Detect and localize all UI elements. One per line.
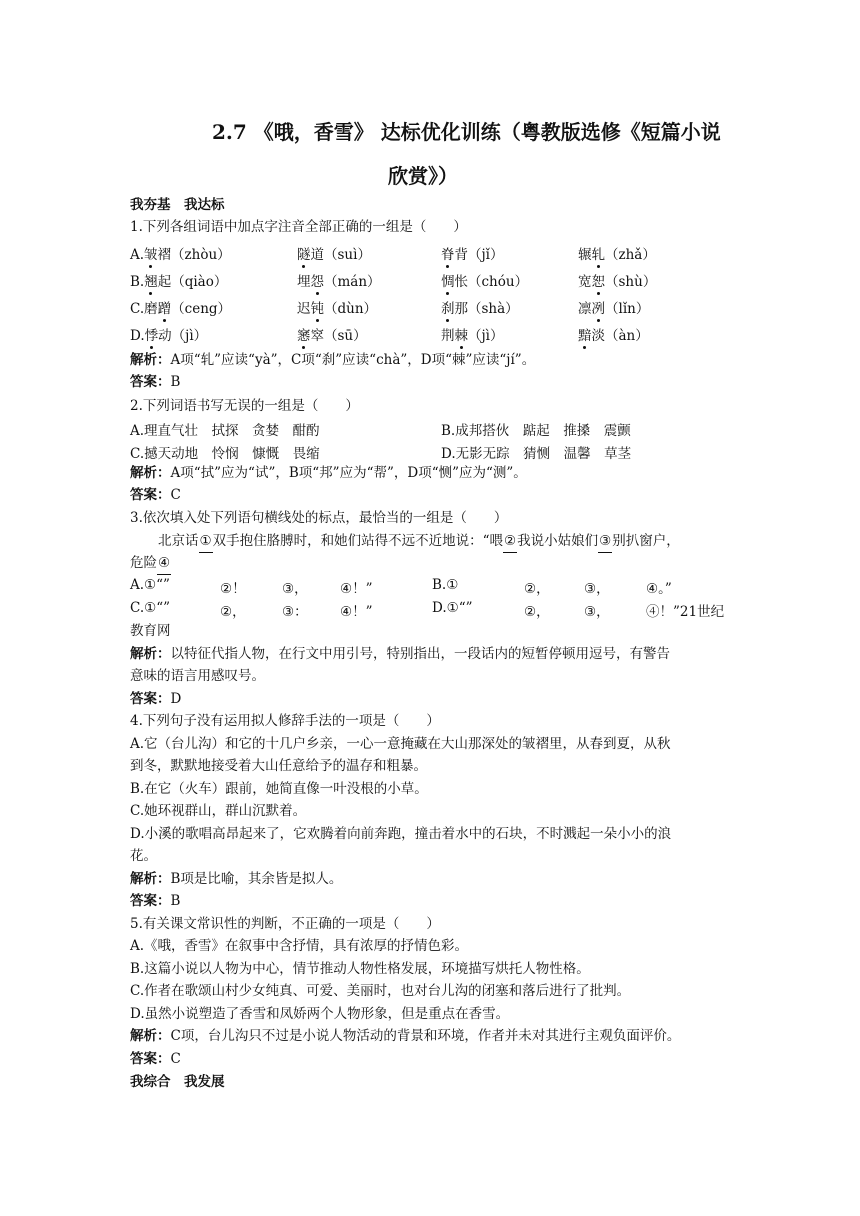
q1-c-item2: 迟钝（dùn） — [297, 301, 378, 317]
q1-b-item4: 宽恕（shù） — [578, 274, 657, 290]
q1-d-item4: 黯淡（àn） — [578, 328, 649, 344]
q3-analysis-line1: 解析：以特征代指人物，在行文中用引号，特别指出，一段话内的短暂停顿用逗号，有警告 — [130, 646, 670, 662]
q4-option-c: C.她环视群山，群山沉默着。 — [130, 803, 307, 819]
q1-b-item3: 惆怅（chóu） — [441, 274, 529, 290]
q3-passage-line1: 北京话①双手抱住胳膊时，和她们站得不远不近地说：“喂②我说小姑娘们③别扒窗户， — [158, 530, 680, 553]
q3-option-tail: 教育网 — [130, 623, 171, 639]
q1-c-item4: 凛冽（lǐn） — [578, 301, 650, 317]
q2-answer: 答案：C — [130, 487, 181, 503]
section-heading-develop: 我综合 我发展 — [130, 1074, 225, 1090]
q1-analysis: 解析：A项“轧”应读“yà”，C项“刹”应读“chà”，D项“棘”应读“jí”。 — [130, 352, 536, 368]
q2-option-b: B.成邦搭伙 踮起 推搡 震颤 — [441, 423, 631, 439]
q1-b-item1: B.翘起（qiào） — [130, 274, 228, 290]
q1-d-item1: D.悸动（jì） — [130, 328, 208, 344]
q3-analysis-line2: 意味的语言用感叹号。 — [130, 668, 265, 684]
section-heading-basic: 我夯基 我达标 — [130, 197, 225, 213]
q1-d-item3: 荆棘（jì） — [441, 328, 504, 344]
q1-a-item4: 辗轧（zhǎ） — [578, 247, 656, 263]
q1-stem: 1.下列各组词语中加点字注音全部正确的一组是（ ） — [130, 219, 467, 235]
q4-option-a-line2: 到冬，默默地接受着大山任意给予的温存和粗暴。 — [130, 758, 427, 774]
q4-option-d-line2: 花。 — [130, 848, 157, 864]
q4-option-d-line1: D.小溪的歌唱高昂起来了，它欢腾着向前奔跑，撞击着水中的石块，不时溅起一朵小小的浪 — [130, 826, 672, 842]
document-page: 2.7 《哦，香雪》 达标优化训练（粤教版选修《短篇小说 欣赏》） 我夯基 我达标 1.下列各组词语中加点字注音全部正确的一组是（ ） A.皱褶（zhòu） 隧道（suì） 脊背（jǐ） 辗轧（zhǎ） B.翘起（qiào） 埋怨（mán） 惆怅（chóu） 宽恕（shù） C.磨蹭（ceng） 迟钝（dùn） 刹那（shà） 凛冽（lǐn） D.悸动（jì） 窸窣（sū） 荆棘（jì） 黯淡（àn） 解析：A项“轧”应读“yà”，C项“刹”应读“chà”，D项“棘”应读“jí”。 答案：B 2.下列词语书写无误的一组是（ ） A.理直气壮 拭探 贪婪 酣酌 B.成邦搭伙 踮起 推搡 震颤 C.撼天动地 怜悯 慷慨 畏缩 D.无影无踪 猜恻 温馨 草茎 解析：A项“拭”应为“试”，B项“邦”应为“帮”，D项“恻”应为“测”。 答案：C 3.依次填入处下列语句横线处的标点，最恰当的一组是（ ） 北京话①双手抱住胳膊时，和她们站得不远不近地说：“喂②我说小姑娘们③别扒窗户， 危险④ A.①“” ②！ ③， ④！” B.① ②， ③， ④。” C.①“” ②， ③： ④！” D.①“” ②， ③， ④！”21世纪 教育网 解析：以特征代指人物，在行文中用引号，特别指出，一段话内的短暂停顿用逗号，有警告 意味的语言用感叹号。 答案：D 4.下列句子没有运用拟人修辞手法的一项是（ ） A.它（台儿沟）和它的十几户乡亲，一心一意掩藏在大山那深处的皱褶里，从春到夏，从秋 到冬，默默地接受着大山任意给予的温存和粗暴。 B.在它（火车）跟前，她简直像一叶没根的小草。 C.她环视群山，群山沉默着。 D.小溪的歌唱高昂起来了，它欢腾着向前奔跑，撞击着水中的石块，不时溅起一朵小小的浪 花。 解析：B项是比喻，其余皆是拟人。 答案：B 5.有关课文常识性的判断，不正确的一项是（ ） A.《哦，香雪》在叙事中含抒情，具有浓厚的抒情色彩。 B.这篇小说以人物为中心，情节推动人物性格发展，环境描写烘托人物性格。 C.作者在歌颂山村少女纯真、可爱、美丽时，也对台儿沟的闭塞和落后进行了批判。 D.虽然小说塑造了香雪和凤娇两个人物形象，但是重点在香雪。 解析：C项，台儿沟只不过是小说人物活动的背景和环境，作者并未对其进行主观负面评价。 答案：C 我综合 我发展 — [0, 0, 860, 1216]
q5-option-a: A.《哦，香雪》在叙事中含抒情，具有浓厚的抒情色彩。 — [130, 938, 469, 954]
q4-stem: 4.下列句子没有运用拟人修辞手法的一项是（ ） — [130, 713, 440, 729]
q2-analysis: 解析：A项“拭”应为“试”，B项“邦”应为“帮”，D项“恻”应为“测”。 — [130, 465, 527, 481]
q4-option-a-line1: A.它（台儿沟）和它的十几户乡亲，一心一意掩藏在大山那深处的皱褶里，从春到夏，从秋 — [130, 736, 671, 752]
q3-answer: 答案：D — [130, 691, 182, 707]
document-title-line2: 欣赏》） — [388, 164, 458, 188]
q1-d-item2: 窸窣（sū） — [297, 328, 367, 344]
q2-option-d: D.无影无踪 猜恻 温馨 草茎 — [441, 446, 632, 462]
q1-c-item3: 刹那（shà） — [441, 301, 519, 317]
document-title-line1: 2.7 《哦，香雪》 达标优化训练（粤教版选修《短篇小说 — [212, 120, 721, 144]
q5-answer: 答案：C — [130, 1051, 181, 1067]
q1-a-item2: 隧道（suì） — [297, 247, 371, 263]
q4-option-b: B.在它（火车）跟前，她简直像一叶没根的小草。 — [130, 781, 428, 797]
q1-a-item1: A.皱褶（zhòu） — [130, 247, 231, 263]
q5-analysis: 解析：C项，台儿沟只不过是小说人物活动的背景和环境，作者并未对其进行主观负面评价。 — [130, 1028, 681, 1044]
q4-analysis: 解析：B项是比喻，其余皆是拟人。 — [130, 871, 343, 887]
q1-answer: 答案：B — [130, 374, 181, 390]
q2-option-a: A.理直气壮 拭探 贪婪 酣酌 — [130, 423, 320, 439]
q1-a-item3: 脊背（jǐ） — [441, 247, 504, 263]
q5-stem: 5.有关课文常识性的判断，不正确的一项是（ ） — [130, 916, 440, 932]
q5-option-c: C.作者在歌颂山村少女纯真、可爱、美丽时，也对台儿沟的闭塞和落后进行了批判。 — [130, 983, 631, 999]
q3-stem: 3.依次填入处下列语句横线处的标点，最恰当的一组是（ ） — [130, 510, 508, 526]
q1-b-item2: 埋怨（mán） — [297, 274, 381, 290]
q5-option-d: D.虽然小说塑造了香雪和凤娇两个人物形象，但是重点在香雪。 — [130, 1006, 510, 1022]
q2-option-c: C.撼天动地 怜悯 慷慨 畏缩 — [130, 446, 320, 462]
q4-answer: 答案：B — [130, 893, 181, 909]
q1-c-item1: C.磨蹭（ceng） — [130, 301, 232, 317]
q5-option-b: B.这篇小说以人物为中心，情节推动人物性格发展，环境描写烘托人物性格。 — [130, 961, 590, 977]
q2-stem: 2.下列词语书写无误的一组是（ ） — [130, 398, 359, 414]
q3-passage-line2: 危险④ — [130, 552, 171, 575]
